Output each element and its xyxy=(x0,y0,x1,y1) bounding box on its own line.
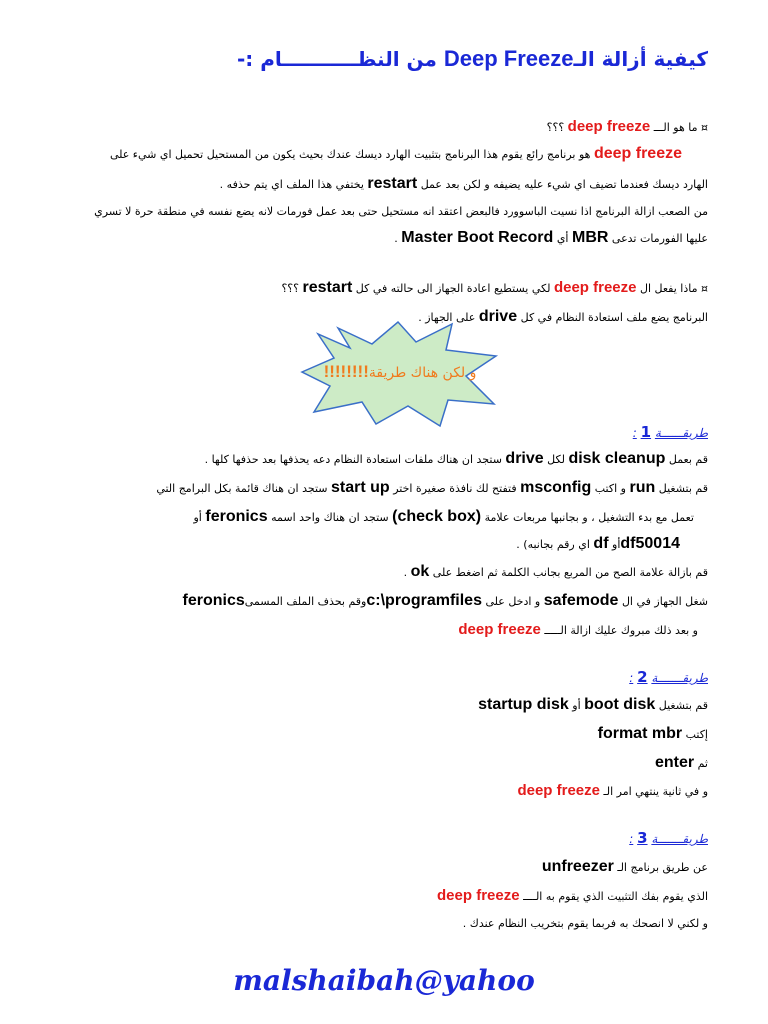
method-1-step-3: قم بازالة علامة الصح من المربع بجانب الكلمة ثم اضغط على ok . xyxy=(403,563,708,580)
page-title: كيفية أزالة الـDeep Freeze من النظـــــــــــام :- xyxy=(236,46,708,71)
method-1-step-5: و بعد ذلك مبروك عليك ازالة الـــــ deep freeze xyxy=(458,621,698,638)
intro-paragraph-4: عليها الفورمات تدعى MBR أي Master Boot Record . xyxy=(394,229,708,246)
question-what-is: ¤ ما هو الـــ deep freeze ؟؟؟ xyxy=(546,118,708,135)
method-1-step-2-cont-2: df50014أو df اي رقم بجانبه) . xyxy=(516,535,680,552)
method-2-step-3: ثم enter xyxy=(654,754,708,771)
question-how-works: ¤ ماذا يفعل ال deep freeze لكي يستطيع اعادة الجهاز الى حالته في كل restart ؟؟؟ xyxy=(281,279,708,296)
intro-paragraph-5: البرنامج يضع ملف استعادة النظام في كل drive على الجهاز . xyxy=(418,308,708,325)
method-2-step-4: و في ثانية ينتهي امر الـ deep freeze xyxy=(517,782,708,799)
method-1-step-1: قم بعمل disk cleanup لكل drive ستجد ان هناك ملفات استعادة النظام دعه يحذفها بعد حذفها كلها . xyxy=(204,450,708,467)
method-3-step-2: الذي يقوم بفك التثبيت الذي يقوم به الــــ deep freeze xyxy=(437,887,708,904)
method-2-step-1: قم بتشغيل boot disk أو startup disk xyxy=(478,696,708,713)
method-2-step-2: إكتب format mbr xyxy=(597,725,708,742)
method-3-heading: طريقـــــــة 3 : xyxy=(629,829,708,847)
method-3-step-1: عن طريق برنامج الـ unfreezer xyxy=(541,858,708,875)
intro-paragraph-3: من الصعب ازالة البرنامج اذا نسيت الباسوورد فالبعض اعتقد انه مستحيل حتى بعد عمل فورمات لانه يضع نفسه في منطقة حرة لا تسري xyxy=(94,205,708,218)
method-1-step-4: شغل الجهاز في ال safemode و ادخل على c:\programfilesوقم بحذف الملف المسمىferonics xyxy=(182,592,708,609)
starburst-text: و لكن هناك طريقة!!!!!!!! xyxy=(323,362,477,381)
method-2-heading: طريقـــــــة 2 : xyxy=(629,668,708,686)
method-3-step-3: و لكني لا انصحك به فربما يقوم بتخريب النظام عندك . xyxy=(462,917,708,930)
method-1-step-2: قم بتشغيل run و اكتب msconfig فتفتح لك نافذة صغيرة اختر start up ستجد ان هناك قائمة بكل البرامج التي xyxy=(156,479,708,496)
method-1-step-2-cont: تعمل مع بدء التشغيل ، و بجانبها مربعات علامة (check box) ستجد ان هناك واحد اسمه feronics أو xyxy=(193,508,694,525)
intro-paragraph-2: الهارد ديسك فعندما تضيف اي شيء عليه يضيفه و لكن بعد عمل restart يختفي هذا الملف اي يتم حذفه . xyxy=(219,175,708,192)
author-email: malshaibah@yahoo xyxy=(233,964,535,997)
method-1-heading: طريقــــــة 1 : xyxy=(632,423,708,441)
intro-paragraph-1: deep freeze هو برنامج رائع يقوم هذا البرنامج بتثبيت الهارد ديسك عندك بحيث يكون من المستحيل تحميل اي شيء على xyxy=(109,145,682,162)
